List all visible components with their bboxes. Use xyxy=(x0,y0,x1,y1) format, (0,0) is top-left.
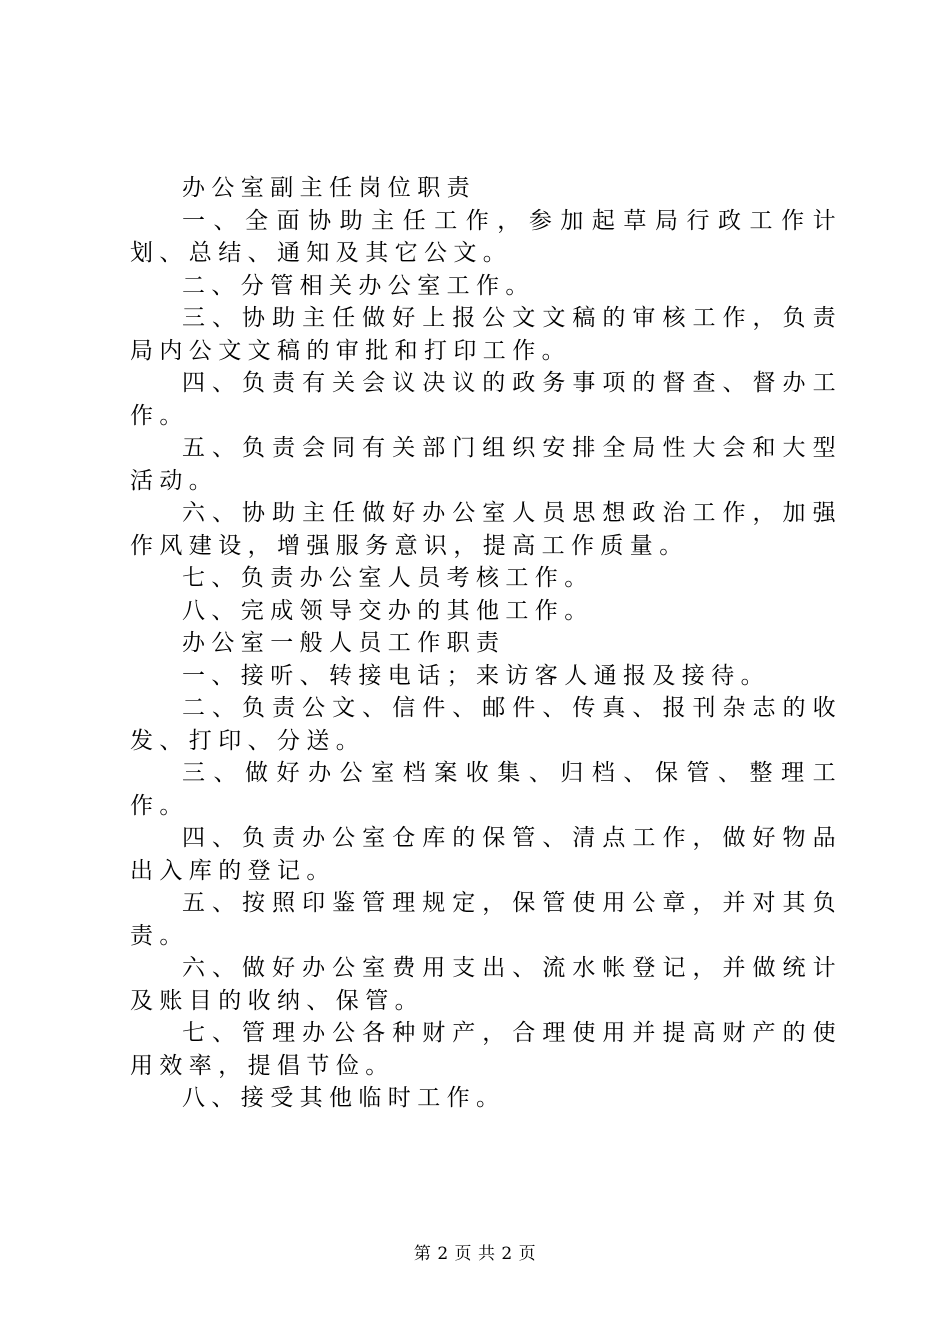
paragraph: 二、负责公文、信件、邮件、传真、报刊杂志的收发、打印、分送。 xyxy=(130,695,842,754)
paragraph: 四、负责办公室仓库的保管、清点工作，做好物品出入库的登记。 xyxy=(130,825,842,884)
paragraph: 三、做好办公室档案收集、归档、保管、整理工作。 xyxy=(130,760,842,819)
paragraph: 二、分管相关办公室工作。 xyxy=(182,272,535,299)
paragraph: 四、负责有关会议决议的政务事项的督查、督办工作。 xyxy=(130,370,842,429)
page-footer xyxy=(0,1243,950,1265)
paragraph: 五、按照印鉴管理规定，保管使用公章，并对其负责。 xyxy=(130,890,842,949)
paragraph: 八、完成领导交办的其他工作。 xyxy=(182,597,594,624)
section-title-general-staff: 办公室一般人员工作职责 xyxy=(182,630,506,656)
document-body xyxy=(130,172,842,1115)
paragraph: 六、协助主任做好办公室人员思想政治工作，加强作风建设，增强服务意识，提高工作质量。 xyxy=(130,500,842,559)
paragraph: 六、做好办公室费用支出、流水帐登记，并做统计及账目的收纳、保管。 xyxy=(130,955,842,1014)
paragraph: 八、接受其他临时工作。 xyxy=(182,1085,506,1111)
paragraph: 一、全面协助主任工作，参加起草局行政工作计划、总结、通知及其它公文。 xyxy=(130,207,842,266)
paragraph: 五、负责会同有关部门组织安排全局性大会和大型活动。 xyxy=(130,435,842,494)
paragraph: 一、接听、转接电话；来访客人通报及接待。 xyxy=(182,662,770,689)
paragraph: 七、管理办公各种财产，合理使用并提高财产的使用效率，提倡节俭。 xyxy=(130,1020,842,1079)
paragraph: 七、负责办公室人员考核工作。 xyxy=(182,565,594,591)
section-title-deputy-director: 办公室副主任岗位职责 xyxy=(182,175,476,201)
page-number-label: 第 2 页 共 2 页 xyxy=(413,1244,537,1264)
paragraph: 三、协助主任做好上报公文文稿的审核工作，负责局内公文文稿的审批和打印工作。 xyxy=(130,305,842,364)
